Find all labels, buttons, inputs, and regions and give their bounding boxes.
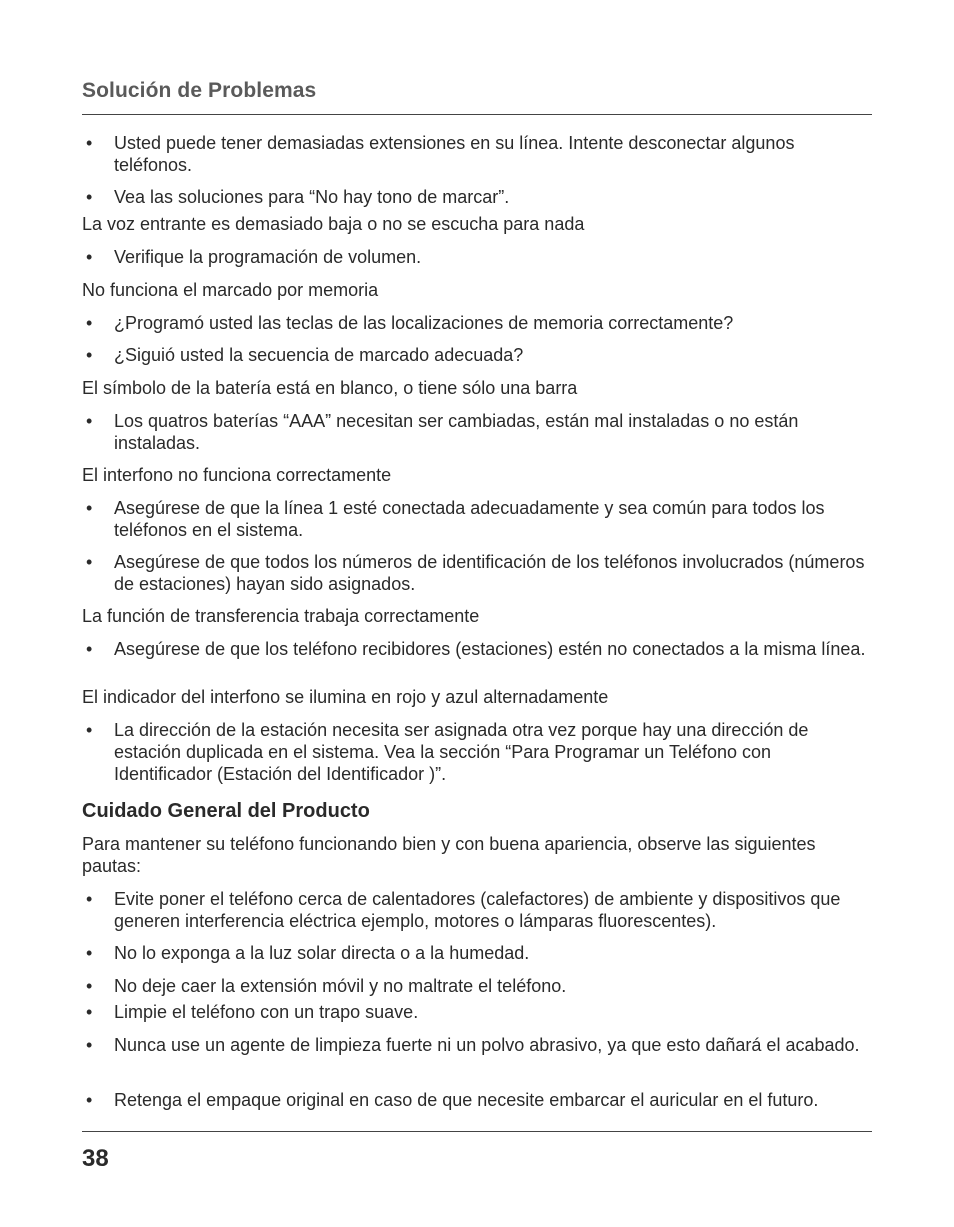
- bullet-icon: •: [86, 1002, 93, 1022]
- care-intro: Para mantener su teléfono funcionando bien y con buena apariencia, observe las siguientes pautas:: [82, 834, 816, 876]
- list-item: • ¿Siguió usted la secuencia de marcado adecuada?: [86, 345, 524, 365]
- list-item: • Asegúrese de que todos los números de identificación de los teléfonos involucrados (números de estaciones) hayan sido asignados.: [86, 552, 865, 594]
- bullet-icon: •: [86, 720, 93, 740]
- list-item: • Usted puede tener demasiadas extensiones en su línea. Intente desconectar algunos teléfonos.: [86, 133, 795, 175]
- page-header-title: Solución de Problemas: [82, 79, 317, 102]
- bullet-icon: •: [86, 187, 93, 207]
- bullet-icon: •: [86, 1035, 93, 1055]
- bullet-icon: •: [86, 411, 93, 431]
- list-item: • Evite poner el teléfono cerca de calentadores (calefactores) de ambiente y dispositivos que generen interferencia eléctrica ejemplo, motores o lámparas fluorescentes).: [86, 889, 841, 931]
- bullet-icon: •: [86, 552, 93, 572]
- list-item: • No deje caer la extensión móvil y no maltrate el teléfono.: [86, 976, 567, 996]
- list-item: • Asegúrese de que los teléfono recibidores (estaciones) estén no conectados a la misma línea.: [86, 639, 866, 659]
- problem-heading: El símbolo de la batería está en blanco, o tiene sólo una barra: [82, 378, 578, 398]
- footer-rule: [82, 1131, 872, 1132]
- problem-heading: La voz entrante es demasiado baja o no se escucha para nada: [82, 214, 585, 234]
- problem-heading: La función de transferencia trabaja correctamente: [82, 606, 480, 626]
- header-rule: [82, 114, 872, 115]
- bullet-icon: •: [86, 313, 93, 333]
- bullet-icon: •: [86, 498, 93, 518]
- list-item: • La dirección de la estación necesita ser asignada otra vez porque hay una dirección de estación duplicada en el sistema. Vea la sección “Para Programar un Teléfono con Identificador (Estación del Identificador )”.: [86, 720, 809, 784]
- problem-heading: El indicador del interfono se ilumina en rojo y azul alternadamente: [82, 687, 609, 707]
- bullet-icon: •: [86, 345, 93, 365]
- list-item: • No lo exponga a la luz solar directa o a la humedad.: [86, 943, 530, 963]
- list-item: • Nunca use un agente de limpieza fuerte ni un polvo abrasivo, ya que esto dañará el acabado.: [86, 1035, 860, 1055]
- list-item: • Retenga el empaque original en caso de que necesite embarcar el auricular en el futuro.: [86, 1090, 819, 1110]
- page-number: 38: [82, 1145, 109, 1172]
- problem-heading: El interfono no funciona correctamente: [82, 465, 392, 485]
- bullet-icon: •: [86, 133, 93, 153]
- bullet-icon: •: [86, 889, 93, 909]
- bullet-icon: •: [86, 976, 93, 996]
- bullet-icon: •: [86, 247, 93, 267]
- list-item: • Vea las soluciones para “No hay tono de marcar”.: [86, 187, 510, 207]
- bullet-icon: •: [86, 639, 93, 659]
- section-title: Cuidado General del Producto: [82, 800, 370, 822]
- list-item: • Verifique la programación de volumen.: [86, 247, 422, 267]
- list-item: • Los quatros baterías “AAA” necesitan ser cambiadas, están mal instaladas o no están instaladas.: [86, 411, 799, 453]
- problem-heading: No funciona el marcado por memoria: [82, 280, 379, 300]
- list-item: • ¿Programó usted las teclas de las localizaciones de memoria correctamente?: [86, 313, 734, 333]
- list-item: • Asegúrese de que la línea 1 esté conectada adecuadamente y sea común para todos los teléfonos en el sistema.: [86, 498, 825, 540]
- list-item: • Limpie el teléfono con un trapo suave.: [86, 1002, 419, 1022]
- bullet-icon: •: [86, 943, 93, 963]
- bullet-icon: •: [86, 1090, 93, 1110]
